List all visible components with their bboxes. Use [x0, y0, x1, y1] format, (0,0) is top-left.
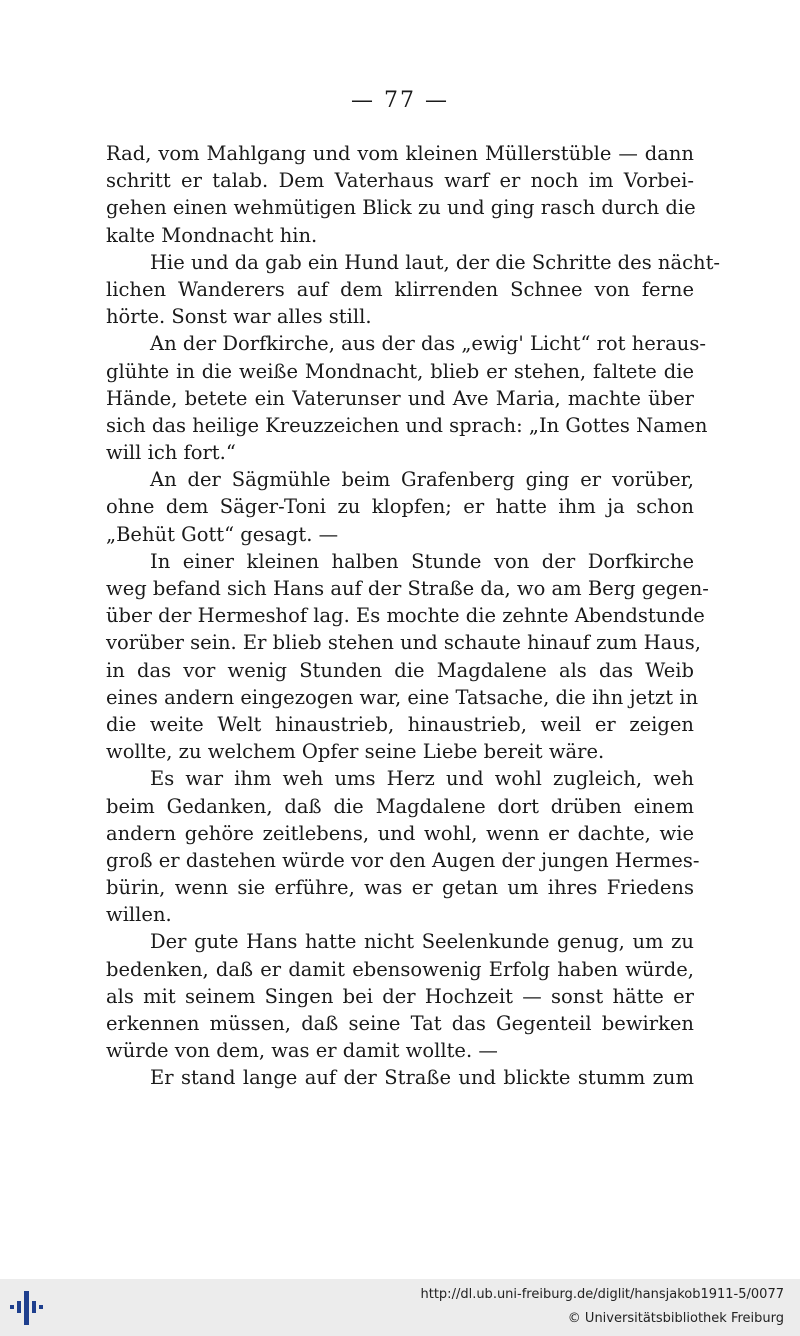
text-line: schritt er talab. Dem Vaterhaus warf er noch im Vorbei-	[106, 169, 694, 193]
text-line: groß er dastehen würde vor den Augen der jungen Hermes-	[106, 848, 700, 872]
text-line: kalte Mondnacht hin.	[106, 223, 318, 247]
text-line: bedenken, daß er damit ebensowenig Erfolg haben würde,	[106, 957, 694, 981]
text-line: sich das heilige Kreuzzeichen und sprach: „In Gottes Namen	[106, 413, 708, 437]
text-line: An der Sägmühle beim Grafenberg ging er vorüber,	[150, 468, 694, 492]
text-line: Hie und da gab ein Hund laut, der die Schritte des nächt-	[150, 250, 720, 274]
text-line: willen.	[106, 903, 172, 927]
text-line: wollte, zu welchem Opfer seine Liebe bereit wäre.	[106, 740, 605, 764]
footer-url-link[interactable]: http://dl.ub.uni-freiburg.de/diglit/hansjakob1911-5/0077	[420, 1287, 784, 1302]
text-line: die weite Welt hinaustrieb, hinaustrieb, weil er zeigen	[106, 712, 694, 736]
text-line: andern gehöre zeitlebens, und wohl, wenn er dachte, wie	[106, 821, 694, 845]
text-line: ohne dem Säger-Toni zu klopfen; er hatte ihm ja schon	[106, 495, 694, 519]
footer-bar	[0, 1279, 800, 1336]
text-line: Es war ihm weh ums Herz und wohl zugleich, weh	[150, 767, 694, 791]
text-line: über der Hermeshof lag. Es mochte die zehnte Abendstunde	[106, 604, 705, 628]
text-line: will ich fort.“	[106, 441, 236, 465]
text-line: als mit seinem Singen bei der Hochzeit — sonst hätte er	[106, 984, 694, 1008]
text-line: An der Dorfkirche, aus der das „ewig' Licht“ rot heraus-	[150, 332, 706, 356]
text-line: beim Gedanken, daß die Magdalene dort drüben einem	[106, 794, 694, 818]
text-line: In einer kleinen halben Stunde von der Dorfkirche	[150, 549, 694, 573]
text-line: lichen Wanderers auf dem klirrenden Schnee von ferne	[106, 277, 694, 301]
text-line: Er stand lange auf der Straße und blickte stumm zum	[150, 1066, 694, 1090]
text-line: vorüber sein. Er blieb stehen und schaute hinauf zum Haus,	[106, 631, 702, 655]
text-line: weg befand sich Hans auf der Straße da, wo am Berg gegen-	[106, 577, 709, 600]
text-line: in das vor wenig Stunden die Magdalene als das Weib	[106, 658, 694, 682]
text-line: eines andern eingezogen war, eine Tatsache, die ihn jetzt in	[106, 685, 699, 709]
text-line: erkennen müssen, daß seine Tat das Gegenteil bewirken	[106, 1012, 694, 1035]
page-number: — 77 —	[351, 88, 449, 113]
text-line: „Behüt Gott“ gesagt. —	[106, 522, 339, 546]
body-text	[106, 140, 720, 1092]
text-line: hörte. Sonst war alles still.	[106, 305, 372, 329]
text-line: glühte in die weiße Mondnacht, blieb er stehen, faltete die	[106, 359, 694, 383]
text-line: Hände, betete ein Vaterunser und Ave Maria, machte über	[106, 386, 694, 410]
text-line: Der gute Hans hatte nicht Seelenkunde genug, um zu	[150, 930, 694, 954]
ub-freiburg-logo-icon	[10, 1291, 44, 1325]
text-line: gehen einen wehmütigen Blick zu und ging rasch durch die	[106, 196, 696, 220]
text-line: bürin, wenn sie erführe, was er getan um ihres Friedens	[106, 876, 694, 900]
footer-copyright: © Universitätsbibliothek Freiburg	[567, 1311, 784, 1326]
text-line: würde von dem, was er damit wollte. —	[106, 1039, 498, 1063]
text-line: Rad, vom Mahlgang und vom kleinen Müllerstüble — dann	[106, 142, 694, 165]
